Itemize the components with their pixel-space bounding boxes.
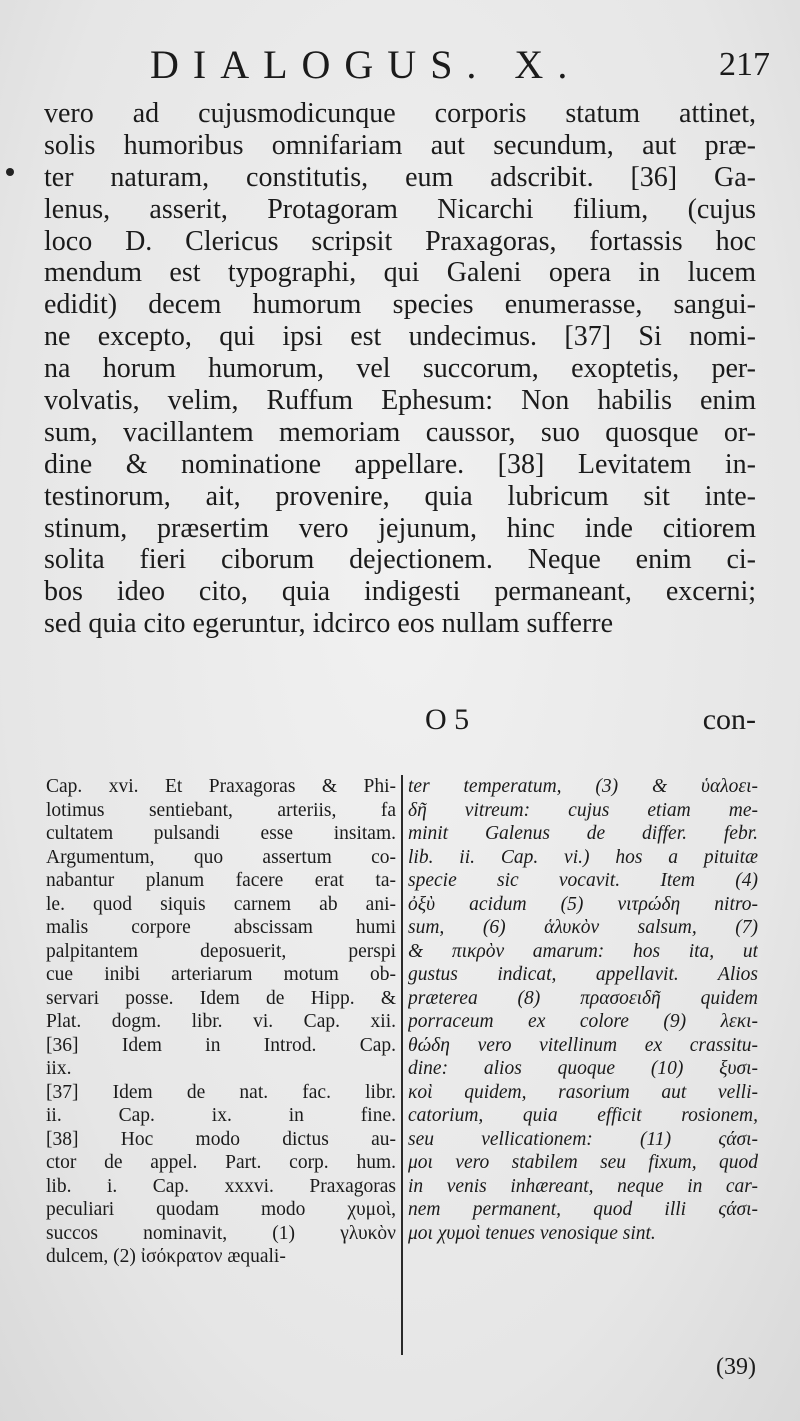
text-line: solita fieri ciborum dejectionem. Neque enim ci- <box>44 544 756 576</box>
main-text-block <box>44 98 756 640</box>
footnote-line: iix. <box>46 1058 72 1079</box>
column-divider <box>401 775 403 1355</box>
footnote-line: malis corpore abscissam humi <box>46 917 396 938</box>
footnote-line: nabantur planum facere erat ta- <box>46 870 396 891</box>
footnote-line: ter temperatum, (3) & ὑαλοει- <box>408 776 758 797</box>
footnote-line: catorium, quia efficit rosionem, <box>408 1105 758 1126</box>
text-line: dine & nominatione appellare. [38] Levitatem in- <box>44 448 756 480</box>
footer-mark: (39) <box>716 1354 756 1380</box>
footnote-line: lotimus sentiebant, arteriis, fa <box>46 799 396 821</box>
footnote-line: ii. Cap. ix. in fine. <box>46 1105 396 1126</box>
footnote-line: seu vellicationem: (11) ςάσι- <box>408 1128 758 1150</box>
text-line: stinum, præsertim vero jejunum, hinc inde citiorem <box>44 512 756 544</box>
footnote-line: cultatem pulsandi esse insitam. <box>46 823 396 844</box>
footnote-line: le. quod siquis carnem ab ani- <box>46 893 396 915</box>
text-line: lenus, asserit, Protagoram Nicarchi filium, (cujus <box>44 193 756 225</box>
footnote-line: κοὶ quidem, rasorium aut velli- <box>408 1081 758 1103</box>
footnote-line: specie sic vocavit. Item (4) <box>408 870 758 891</box>
footnote-line: δῆ vitreum: cujus etiam me- <box>408 799 758 821</box>
text-line: volvatis, velim, Ruffum Ephesum: Non habilis enim <box>44 385 756 417</box>
footnote-line: & πικρὸν amarum: hos ita, ut <box>408 940 758 962</box>
text-line: ter naturam, constitutis, eum adscribit. [36] Ga- <box>44 161 756 193</box>
footnote-line: minit Galenus de differ. febr. <box>408 823 758 844</box>
footnote-line: sum, (6) ἁλυκὸν salsum, (7) <box>408 917 758 938</box>
catchword: con- <box>702 703 756 736</box>
footnotes-left-column <box>46 775 396 1269</box>
text-line: vero ad cujusmodicunque corporis statum attinet, <box>44 98 756 129</box>
text-line: loco D. Clericus scripsit Praxagoras, fortassis hoc <box>44 225 756 257</box>
footnote-line: Plat. dogm. libr. vi. Cap. xii. <box>46 1011 396 1032</box>
footnote-line: porraceum ex colore (9) λεκι- <box>408 1011 758 1032</box>
footnote-line: [36] Idem in Introd. Cap. <box>46 1034 396 1056</box>
text-line: testinorum, ait, provenire, quia lubricum sit inte- <box>44 480 756 512</box>
text-line: mendum est typographi, qui Galeni opera in lucem <box>44 257 756 289</box>
footnote-line: ctor de appel. Part. corp. hum. <box>46 1152 396 1173</box>
footnote-line: μοι χυμοὶ tenues venosique sint. <box>408 1222 656 1244</box>
text-line: solis humoribus omnifariam aut secundum, aut præ- <box>44 129 756 161</box>
footnote-line: palpitantem deposuerit, perspi <box>46 940 396 962</box>
footnote-line: θώδη vero vitellinum ex crassitu- <box>408 1034 758 1056</box>
footnote-line: [38] Hoc modo dictus au- <box>46 1128 396 1150</box>
running-title: DIALOGUS. X. <box>150 42 582 87</box>
text-line: na horum humorum, vel succorum, exoptetis, per- <box>44 353 756 385</box>
text-line: edidit) decem humorum species enumerasse, sangui- <box>44 289 756 321</box>
footnote-line: Argumentum, quo assertum co- <box>46 846 396 868</box>
footnote-line: præterea (8) πρασοειδῆ quidem <box>408 987 758 1009</box>
text-line: sum, vacillantem memoriam caussor, suo quosque or- <box>44 416 756 448</box>
footnote-line: succos nominavit, (1) γλυκὸν <box>46 1222 396 1244</box>
footnote-line: in venis inhæreant, neque in car- <box>408 1175 758 1197</box>
footnote-line: nem permanent, quod illi ςάσι- <box>408 1199 758 1220</box>
footnote-line: servari posse. Idem de Hipp. & <box>46 987 396 1009</box>
footnote-line: gustus indicat, appellavit. Alios <box>408 964 758 985</box>
text-line: bos ideo cito, quia indigesti permaneant, excerni; <box>44 576 756 608</box>
footnote-line: ὀξὺ acidum (5) νιτρώδη nitro- <box>408 893 758 915</box>
footnote-line: lib. ii. Cap. vi.) hos a pituitæ <box>408 846 758 868</box>
text-line: ne excepto, qui ipsi est undecimus. [37] Si nomi- <box>44 321 756 353</box>
footnote-line: Cap. xvi. Et Praxagoras & Phi- <box>46 776 396 797</box>
footnote-line: cue inibi arteriarum motum ob- <box>46 964 396 985</box>
text-line: sed quia cito egeruntur, idcirco eos nullam sufferre <box>44 608 614 640</box>
margin-dot-mark <box>6 168 14 176</box>
footnote-line: lib. i. Cap. xxxvi. Praxagoras <box>46 1175 396 1197</box>
footnote-line: [37] Idem de nat. fac. libr. <box>46 1081 396 1103</box>
page-header <box>40 40 770 90</box>
footnotes-right-column <box>408 775 758 1245</box>
footnote-line: μοι vero stabilem seu fixum, quod <box>408 1152 758 1173</box>
page-number: 217 <box>719 46 770 83</box>
signature-mark: O 5 <box>425 703 470 736</box>
footnote-line: dine: alios quoque (10) ξυσι- <box>408 1058 758 1079</box>
footnote-line: peculiari quodam modo χυμοὶ, <box>46 1199 396 1220</box>
footnote-line: dulcem, (2) ἰσόκρατον æquali- <box>46 1246 286 1267</box>
